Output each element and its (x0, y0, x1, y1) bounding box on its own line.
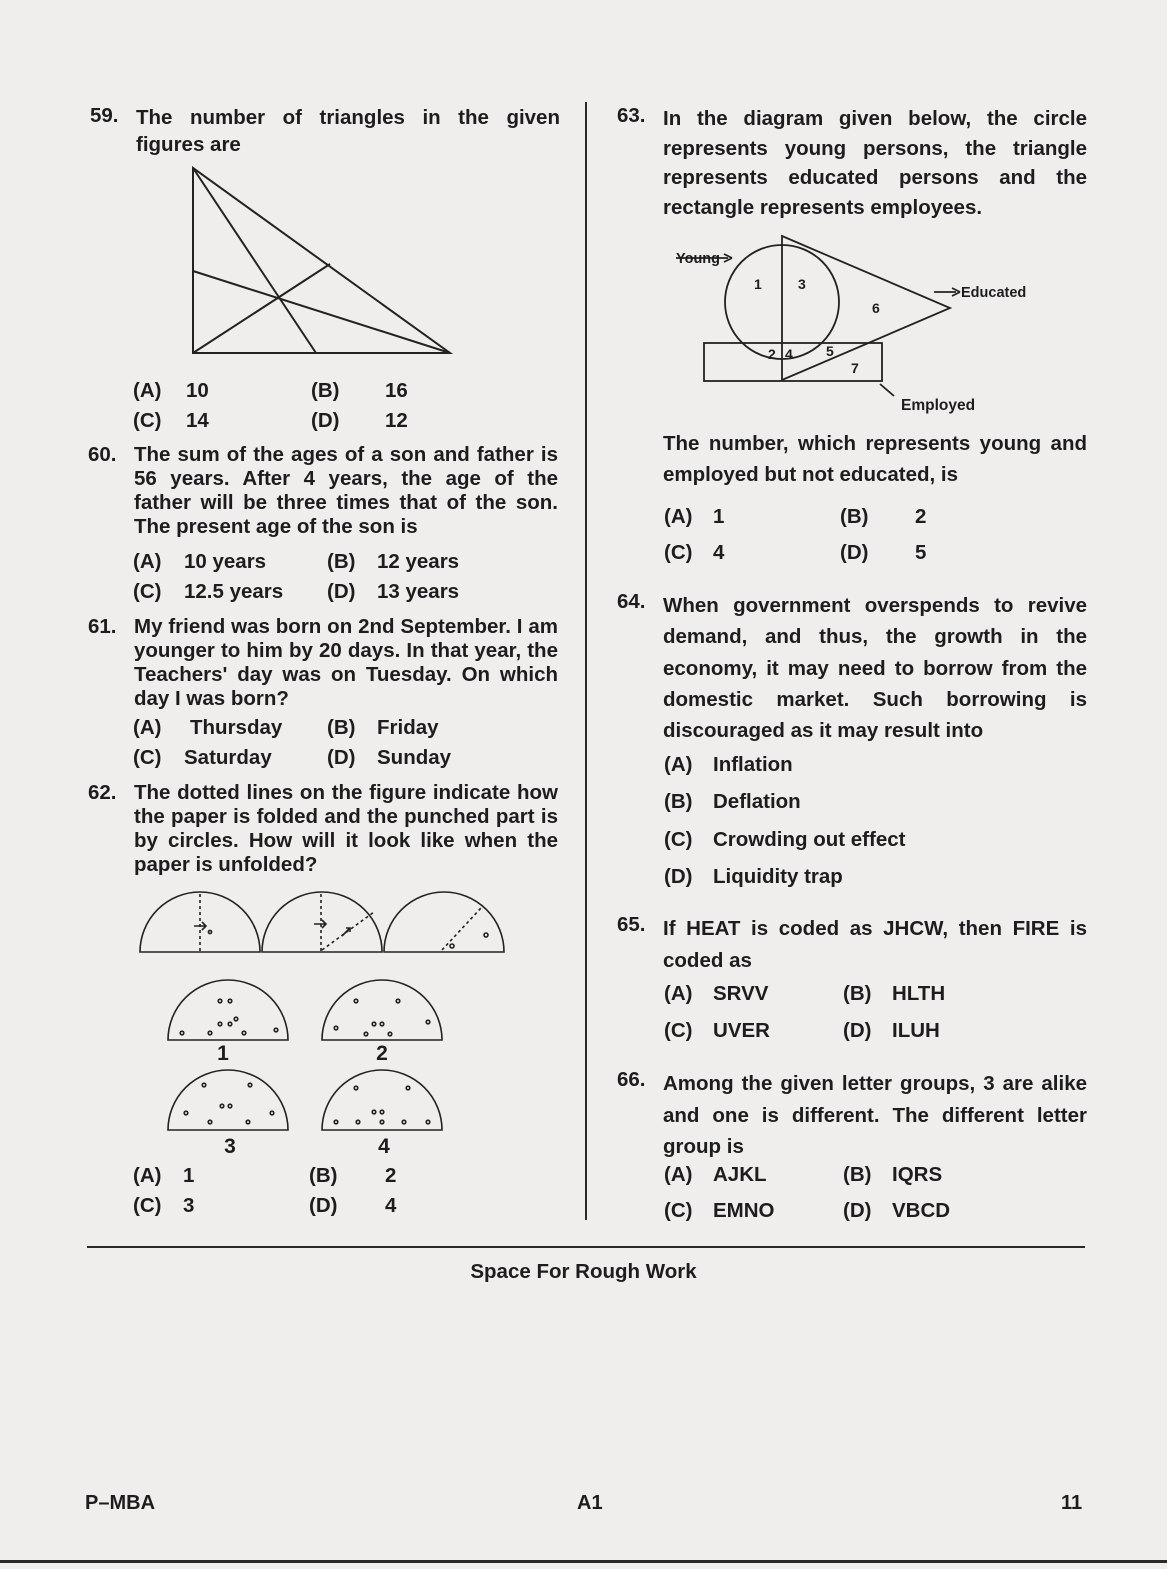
option-66-c-value: EMNO (713, 1199, 775, 1222)
option-61-a[interactable]: (A) (133, 716, 162, 739)
option-60-c-value: 12.5 years (184, 580, 284, 603)
question-text: Among the given letter groups, 3 are alike and one is different. The different letter group is (663, 1072, 1087, 1158)
option-62-c[interactable]: (C) (133, 1194, 162, 1217)
figure-label-3: 3 (224, 1135, 236, 1158)
option-65-a[interactable]: (A) (664, 982, 693, 1005)
folding-figure (136, 888, 506, 1158)
option-65-c-value: UVER (713, 1019, 770, 1042)
option-60-c[interactable]: (C) (133, 580, 162, 603)
option-62-d[interactable]: (D) (309, 1194, 338, 1217)
option-62-a[interactable]: (A) (133, 1164, 162, 1187)
region-5: 5 (826, 343, 834, 359)
question-text: In the diagram given below, the circle represents young persons, the triangle represents educated persons and the rectangle represents employees. (663, 107, 1087, 219)
option-59-b-value: 16 (385, 379, 408, 402)
option-63-d-value: 5 (915, 541, 927, 564)
option-66-b-value: IQRS (892, 1163, 943, 1186)
option-64-a[interactable]: (A) (664, 753, 693, 776)
option-63-c[interactable]: (C) (664, 541, 693, 564)
option-66-c[interactable]: (C) (664, 1199, 693, 1222)
figure-label-4: 4 (378, 1135, 390, 1158)
option-66-a[interactable]: (A) (664, 1163, 693, 1186)
option-59-b[interactable]: (B) (311, 379, 340, 402)
option-62-b-value: 2 (385, 1164, 397, 1187)
question-number: 65. (617, 913, 646, 936)
rough-work-heading: Space For Rough Work (470, 1260, 697, 1283)
option-60-d-value: 13 years (377, 580, 460, 603)
option-61-c-value: Saturday (184, 746, 272, 769)
footer-paper-code: P–MBA (85, 1492, 156, 1514)
footer-series: A1 (577, 1492, 603, 1514)
option-60-b-value: 12 years (377, 550, 460, 573)
option-65-d[interactable]: (D) (843, 1019, 872, 1042)
option-64-a-value: Inflation (713, 753, 793, 776)
option-60-a-value: 10 years (184, 550, 267, 573)
label-young: Young (676, 251, 721, 267)
footer-page-number: 11 (1061, 1492, 1083, 1514)
figure-label-2: 2 (376, 1042, 388, 1065)
option-66-a-value: AJKL (713, 1163, 767, 1186)
option-62-b[interactable]: (B) (309, 1164, 338, 1187)
option-60-d[interactable]: (D) (327, 580, 356, 603)
option-59-d[interactable]: (D) (311, 409, 340, 432)
region-1: 1 (754, 276, 762, 292)
question-text: The dotted lines on the figure indicate how the paper is folded and the punched part is by circles. How will it look like when the paper is unfolded? (134, 781, 558, 876)
option-64-c[interactable]: (C) (664, 828, 693, 851)
option-59-c-value: 14 (186, 409, 209, 432)
option-60-b[interactable]: (B) (327, 550, 356, 573)
option-63-b-value: 2 (915, 505, 927, 528)
question-number: 60. (88, 443, 117, 466)
question-text: When government overspends to revive demand, and thus, the growth in the economy, it may need to borrow from the domestic market. Such borrowing is discouraged as it may result into (663, 594, 1087, 743)
question-text: My friend was born on 2nd September. I am younger to him by 20 days. In that year, the Teachers' day was on Tuesday. On which day I was born? (134, 615, 558, 710)
option-66-b[interactable]: (B) (843, 1163, 872, 1186)
region-2: 2 (768, 346, 776, 362)
section-divider (87, 1246, 1085, 1248)
label-educated: Educated (961, 285, 1027, 301)
option-63-d[interactable]: (D) (840, 541, 869, 564)
option-62-a-value: 1 (183, 1164, 195, 1187)
question-number: 64. (617, 590, 646, 613)
option-65-b-value: HLTH (892, 982, 946, 1005)
option-61-a-value: Thursday (190, 716, 283, 739)
option-63-a[interactable]: (A) (664, 505, 693, 528)
option-62-d-value: 4 (385, 1194, 397, 1217)
option-65-d-value: ILUH (892, 1019, 940, 1042)
option-64-b[interactable]: (B) (664, 790, 693, 813)
option-63-b[interactable]: (B) (840, 505, 869, 528)
option-66-d[interactable]: (D) (843, 1199, 872, 1222)
option-59-d-value: 12 (385, 409, 408, 432)
option-64-d-value: Liquidity trap (713, 865, 843, 888)
bottom-border (0, 1560, 1167, 1563)
region-6: 6 (872, 300, 880, 316)
label-employed: Employed (901, 397, 976, 414)
option-66-d-value: VBCD (892, 1199, 951, 1222)
region-4: 4 (785, 346, 793, 362)
option-64-c-value: Crowding out effect (713, 828, 906, 851)
option-64-b-value: Deflation (713, 790, 801, 813)
figure-label-1: 1 (217, 1042, 229, 1065)
option-60-a[interactable]: (A) (133, 550, 162, 573)
option-61-b[interactable]: (B) (327, 716, 356, 739)
option-61-c[interactable]: (C) (133, 746, 162, 769)
option-61-d[interactable]: (D) (327, 746, 356, 769)
question-text: The number of triangles in the given figures are (136, 106, 560, 156)
option-65-c[interactable]: (C) (664, 1019, 693, 1042)
question-number: 62. (88, 781, 117, 804)
option-59-a[interactable]: (A) (133, 379, 162, 402)
option-64-d[interactable]: (D) (664, 865, 693, 888)
option-62-c-value: 3 (183, 1194, 195, 1217)
option-59-c[interactable]: (C) (133, 409, 162, 432)
option-61-d-value: Sunday (377, 746, 452, 769)
question-number: 59. (90, 104, 119, 127)
venn-diagram (672, 232, 1042, 417)
question-number: 63. (617, 104, 646, 127)
question-number: 61. (88, 615, 117, 638)
option-65-a-value: SRVV (713, 982, 769, 1005)
question-text: The sum of the ages of a son and father is 56 years. After 4 years, the age of the father will be three times that of the son. The present age of the son is (134, 443, 558, 538)
option-59-a-value: 10 (186, 379, 209, 402)
triangle-figure (185, 160, 460, 365)
option-61-b-value: Friday (377, 716, 439, 739)
option-65-b[interactable]: (B) (843, 982, 872, 1005)
question-number: 66. (617, 1068, 646, 1091)
question-63-followup: The number, which represents young and employed but not educated, is (663, 432, 1087, 486)
column-divider (585, 102, 587, 1220)
region-3: 3 (798, 276, 806, 292)
region-7: 7 (851, 360, 859, 376)
question-text: If HEAT is coded as JHCW, then FIRE is coded as (663, 917, 1087, 972)
option-63-a-value: 1 (713, 505, 725, 528)
option-63-c-value: 4 (713, 541, 725, 564)
